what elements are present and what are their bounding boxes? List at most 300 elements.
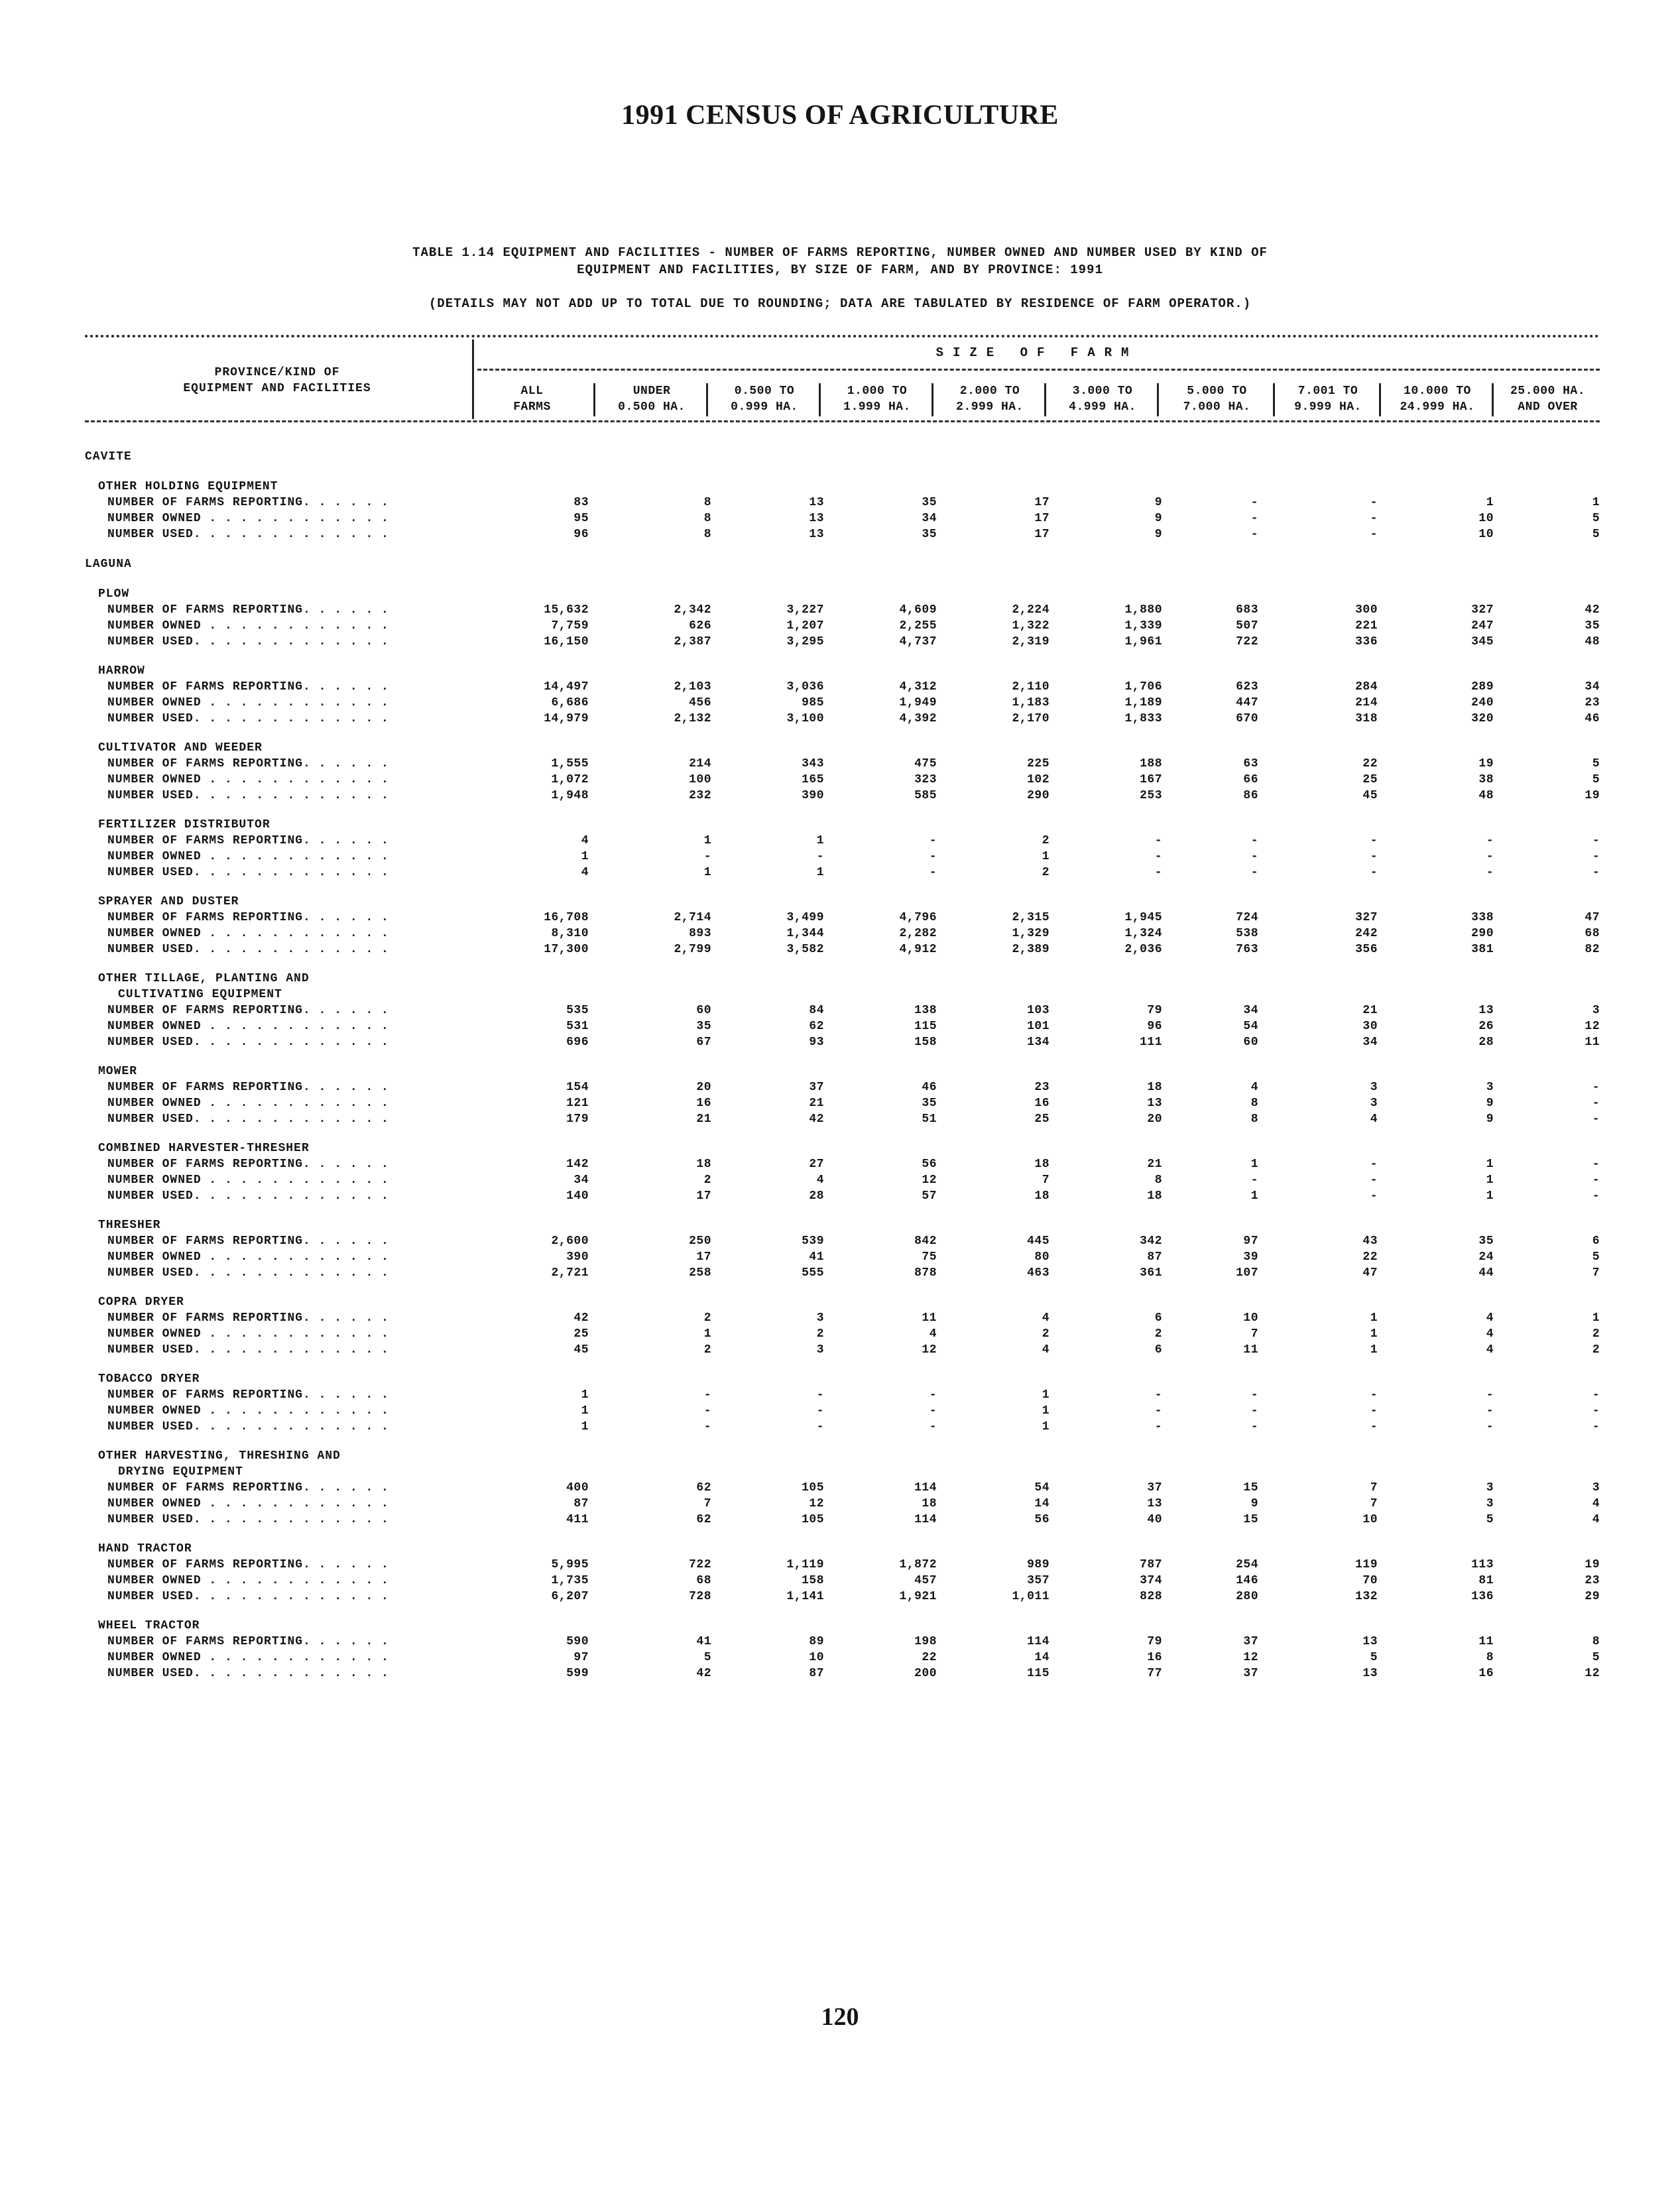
- row-label: NUMBER USED. . . . . . . . . . . . .: [107, 789, 389, 802]
- table-cell: 165: [802, 773, 824, 786]
- table-cell: 4,312: [899, 680, 937, 694]
- table-cell: -: [1486, 834, 1494, 847]
- top-rule: [85, 335, 1600, 337]
- table-row: [85, 1480, 1600, 1496]
- table-cell: 447: [1236, 696, 1258, 709]
- table-cell: 15: [1243, 1513, 1258, 1526]
- table-cell: 200: [914, 1667, 937, 1680]
- table-cell: 1,183: [1012, 696, 1050, 709]
- table-row: [85, 1419, 1600, 1435]
- table-cell: 2,255: [899, 619, 937, 633]
- column-header: [593, 383, 708, 416]
- table-cell: 11: [1585, 1036, 1600, 1049]
- column-header: [706, 383, 821, 416]
- table-cell: 985: [802, 696, 824, 709]
- table-cell: 253: [1140, 789, 1162, 802]
- table-cell: 87: [1147, 1250, 1162, 1264]
- table-cell: 1,072: [551, 773, 589, 786]
- table-cell: 1: [703, 834, 711, 847]
- table-cell: -: [1250, 1388, 1258, 1402]
- table-cell: 4,737: [899, 635, 937, 648]
- table-cell: 12: [809, 1497, 824, 1510]
- row-label: NUMBER USED. . . . . . . . . . . . .: [107, 1343, 389, 1357]
- table-cell: 3: [816, 1311, 824, 1325]
- table-cell: 46: [1585, 712, 1600, 725]
- table-cell: 336: [1355, 635, 1378, 648]
- table-cell: 507: [1236, 619, 1258, 633]
- table-cell: 4: [1486, 1311, 1494, 1325]
- table-cell: 1,833: [1124, 712, 1162, 725]
- category-name: THRESHER: [98, 1219, 161, 1232]
- table-cell: 4: [1592, 1513, 1600, 1526]
- table-row: [85, 1018, 1600, 1034]
- table-cell: 5: [1370, 1651, 1378, 1664]
- row-label: NUMBER OWNED . . . . . . . . . . . .: [107, 773, 389, 786]
- table-cell: -: [929, 1404, 937, 1418]
- table-cell: 158: [914, 1036, 937, 1049]
- table-cell: 5: [1592, 757, 1600, 770]
- table-cell: 989: [1027, 1558, 1050, 1571]
- table-cell: 146: [1236, 1574, 1258, 1587]
- row-label: NUMBER OF FARMS REPORTING. . . . . .: [107, 1311, 389, 1325]
- row-label: NUMBER OWNED . . . . . . . . . . . .: [107, 1497, 389, 1510]
- table-row: [85, 1589, 1600, 1605]
- table-cell: -: [703, 1388, 711, 1402]
- table-cell: -: [1370, 512, 1378, 525]
- table-cell: 240: [1471, 696, 1494, 709]
- table-title-line-2: EQUIPMENT AND FACILITIES, BY SIZE OF FARM, AND BY PROVINCE: 1991: [577, 263, 1103, 277]
- table-cell: 119: [1355, 1558, 1378, 1571]
- table-cell: 3,295: [786, 635, 824, 648]
- table-cell: 20: [1147, 1113, 1162, 1126]
- table-cell: 51: [922, 1113, 937, 1126]
- table-cell: 97: [573, 1651, 589, 1664]
- table-cell: 22: [922, 1651, 937, 1664]
- table-row: [85, 1249, 1600, 1265]
- table-cell: 34: [1585, 680, 1600, 694]
- table-cell: -: [703, 1420, 711, 1433]
- table-cell: 20: [696, 1081, 711, 1094]
- table-cell: -: [1370, 1189, 1378, 1203]
- table-cell: 39: [1243, 1250, 1258, 1264]
- table-cell: 1,555: [551, 757, 589, 770]
- equipment-category: [85, 1064, 1600, 1127]
- category-name: COMBINED HARVESTER-THRESHER: [98, 1142, 310, 1155]
- table-cell: 111: [1140, 1036, 1162, 1049]
- row-label: NUMBER USED. . . . . . . . . . . . .: [107, 712, 389, 725]
- table-cell: 242: [1355, 927, 1378, 940]
- table-cell: -: [929, 1420, 937, 1433]
- table-cell: 728: [689, 1590, 711, 1603]
- table-cell: -: [1370, 1388, 1378, 1402]
- column-header: [477, 383, 587, 416]
- table-cell: -: [1250, 528, 1258, 541]
- row-label: NUMBER USED. . . . . . . . . . . . .: [107, 528, 389, 541]
- table-cell: -: [1250, 866, 1258, 879]
- table-cell: -: [1592, 1097, 1600, 1110]
- table-cell: -: [1486, 1388, 1494, 1402]
- table-cell: 722: [689, 1558, 711, 1571]
- table-cell: 40: [1147, 1513, 1162, 1526]
- table-cell: 722: [1236, 635, 1258, 648]
- table-cell: 114: [914, 1481, 937, 1494]
- table-cell: 26: [1478, 1020, 1494, 1033]
- row-label: NUMBER USED. . . . . . . . . . . . .: [107, 866, 389, 879]
- table-cell: -: [1592, 1081, 1600, 1094]
- table-cell: 2,103: [674, 680, 711, 694]
- table-cell: -: [1370, 1174, 1378, 1187]
- table-cell: 136: [1471, 1590, 1494, 1603]
- table-cell: 585: [914, 789, 937, 802]
- table-cell: 343: [802, 757, 824, 770]
- column-header: [931, 383, 1046, 416]
- table-cell: 113: [1471, 1558, 1494, 1571]
- table-cell: 1,141: [786, 1590, 824, 1603]
- table-cell: 45: [573, 1343, 589, 1357]
- table-cell: 1: [1370, 1327, 1378, 1341]
- table-cell: 4: [1486, 1327, 1494, 1341]
- table-cell: 599: [566, 1667, 589, 1680]
- table-cell: 338: [1471, 911, 1494, 924]
- table-cell: 121: [566, 1097, 589, 1110]
- table-cell: 60: [696, 1004, 711, 1017]
- table-row: [85, 865, 1600, 881]
- row-header: [85, 365, 469, 396]
- row-label: NUMBER OF FARMS REPORTING. . . . . .: [107, 911, 389, 924]
- table-cell: 10: [1478, 528, 1494, 541]
- column-header-line-1: 10.000 TO: [1404, 385, 1471, 398]
- equipment-category: [85, 586, 1600, 650]
- table-cell: 683: [1236, 603, 1258, 617]
- table-cell: 5: [703, 1651, 711, 1664]
- table-cell: 16: [1478, 1667, 1494, 1680]
- table-cell: 623: [1236, 680, 1258, 694]
- table-cell: 114: [1027, 1635, 1050, 1648]
- table-cell: 214: [1355, 696, 1378, 709]
- table-cell: 1: [1592, 496, 1600, 509]
- table-cell: 14: [1034, 1651, 1050, 1664]
- table-cell: 5: [1592, 773, 1600, 786]
- row-label: NUMBER USED. . . . . . . . . . . . .: [107, 943, 389, 956]
- table-cell: 21: [809, 1097, 824, 1110]
- table-cell: 390: [802, 789, 824, 802]
- table-cell: 35: [1585, 619, 1600, 633]
- table-cell: -: [1250, 1174, 1258, 1187]
- table-note: (DETAILS MAY NOT ADD UP TO TOTAL DUE TO ROUNDING; DATA ARE TABULATED BY RESIDENCE OF FARM OPERATOR.): [428, 296, 1252, 311]
- table-cell: 327: [1471, 603, 1494, 617]
- table-cell: 11: [1478, 1635, 1494, 1648]
- table-cell: 3: [1486, 1481, 1494, 1494]
- table-cell: 15,632: [544, 603, 589, 617]
- table-cell: 47: [1585, 911, 1600, 924]
- size-of-farm-header: SIZE OF FARM: [935, 345, 1138, 360]
- table-cell: 1: [1486, 496, 1494, 509]
- table-cell: 284: [1355, 680, 1378, 694]
- equipment-category: [85, 740, 1600, 804]
- table-cell: 531: [566, 1020, 589, 1033]
- row-label: NUMBER OWNED . . . . . . . . . . . .: [107, 1404, 389, 1418]
- table-row: [85, 618, 1600, 634]
- table-row: [85, 1557, 1600, 1573]
- table-cell: 9: [1250, 1497, 1258, 1510]
- table-cell: -: [1370, 1404, 1378, 1418]
- table-cell: -: [1592, 1158, 1600, 1171]
- table-cell: -: [816, 1404, 824, 1418]
- equipment-category: [85, 1541, 1600, 1605]
- table-cell: 66: [1243, 773, 1258, 786]
- table-cell: 2: [703, 1174, 711, 1187]
- table-cell: 56: [1034, 1513, 1050, 1526]
- table-cell: -: [1592, 850, 1600, 863]
- row-header-line-1: PROVINCE/KIND OF: [214, 366, 340, 379]
- table-cell: 6,207: [551, 1590, 589, 1603]
- table-cell: 79: [1147, 1635, 1162, 1648]
- table-cell: 19: [1585, 789, 1600, 802]
- row-label: NUMBER OWNED . . . . . . . . . . . .: [107, 1174, 389, 1187]
- table-row: [85, 526, 1600, 542]
- table-row: [85, 1573, 1600, 1589]
- category-name: OTHER HOLDING EQUIPMENT: [98, 480, 278, 493]
- table-cell: 115: [914, 1020, 937, 1033]
- table-cell: -: [1370, 1420, 1378, 1433]
- table-cell: 9: [1154, 496, 1162, 509]
- table-cell: 4: [1042, 1311, 1050, 1325]
- table-row: [85, 1512, 1600, 1528]
- column-header-line-1: 7.001 TO: [1297, 385, 1358, 398]
- table-cell: 290: [1027, 789, 1050, 802]
- table-cell: 828: [1140, 1590, 1162, 1603]
- table-cell: 14,497: [544, 680, 589, 694]
- table-cell: 1: [581, 1404, 589, 1418]
- row-label: NUMBER OF FARMS REPORTING. . . . . .: [107, 757, 389, 770]
- table-row: [85, 926, 1600, 942]
- table-cell: 475: [914, 757, 937, 770]
- table-cell: 7: [1592, 1266, 1600, 1280]
- table-cell: 42: [696, 1667, 711, 1680]
- table-cell: 28: [1478, 1036, 1494, 1049]
- table-cell: 878: [914, 1266, 937, 1280]
- table-cell: -: [1154, 1388, 1162, 1402]
- table-cell: 7: [703, 1497, 711, 1510]
- table-cell: 1: [1042, 1388, 1050, 1402]
- table-cell: 318: [1355, 712, 1378, 725]
- table-cell: 323: [914, 773, 937, 786]
- table-cell: 2,389: [1012, 943, 1050, 956]
- table-cell: 5: [1486, 1513, 1494, 1526]
- table-cell: -: [1486, 850, 1494, 863]
- table-cell: 696: [566, 1036, 589, 1049]
- column-header: [1379, 383, 1494, 416]
- table-cell: -: [1592, 1388, 1600, 1402]
- table-cell: 8: [703, 528, 711, 541]
- table-cell: -: [1154, 1404, 1162, 1418]
- table-cell: -: [1370, 866, 1378, 879]
- table-cell: 1,339: [1124, 619, 1162, 633]
- table-cell: 7: [1042, 1174, 1050, 1187]
- table-cell: 5: [1592, 1250, 1600, 1264]
- table-cell: 35: [922, 496, 937, 509]
- equipment-category: [85, 1294, 1600, 1358]
- table-cell: 96: [573, 528, 589, 541]
- table-cell: 114: [914, 1513, 937, 1526]
- row-header-line-2: EQUIPMENT AND FACILITIES: [183, 382, 371, 395]
- table-row: [85, 1666, 1600, 1681]
- table-cell: 3,582: [786, 943, 824, 956]
- table-cell: 445: [1027, 1235, 1050, 1248]
- row-label: NUMBER OF FARMS REPORTING. . . . . .: [107, 834, 389, 847]
- table-cell: 3: [1486, 1497, 1494, 1510]
- table-cell: 68: [1585, 927, 1600, 940]
- table-cell: 2: [1042, 866, 1050, 879]
- table-cell: 2,110: [1012, 680, 1050, 694]
- table-body: [85, 448, 1600, 1681]
- header-bottom-rule: [85, 420, 1600, 422]
- table-cell: 13: [1147, 1097, 1162, 1110]
- table-cell: 2: [1592, 1343, 1600, 1357]
- category-name: DRYING EQUIPMENT: [118, 1465, 243, 1479]
- table-cell: 1,735: [551, 1574, 589, 1587]
- table-row: [85, 910, 1600, 926]
- table-cell: -: [929, 866, 937, 879]
- table-cell: 100: [689, 773, 711, 786]
- table-cell: -: [929, 850, 937, 863]
- row-label: NUMBER OWNED . . . . . . . . . . . .: [107, 1097, 389, 1110]
- column-header-line-2: AND OVER: [1518, 400, 1578, 414]
- table-cell: 7: [1370, 1497, 1378, 1510]
- table-cell: 2: [816, 1327, 824, 1341]
- table-cell: 87: [573, 1497, 589, 1510]
- table-cell: 4,609: [899, 603, 937, 617]
- table-cell: 381: [1471, 943, 1494, 956]
- row-label: NUMBER OF FARMS REPORTING. . . . . .: [107, 680, 389, 694]
- column-header-line-1: 5.000 TO: [1187, 385, 1247, 398]
- row-label: NUMBER OF FARMS REPORTING. . . . . .: [107, 496, 389, 509]
- table-cell: 21: [1147, 1158, 1162, 1171]
- row-label: NUMBER OF FARMS REPORTING. . . . . .: [107, 1481, 389, 1494]
- table-row: [85, 495, 1600, 511]
- table-cell: 290: [1471, 927, 1494, 940]
- table-cell: 17: [696, 1250, 711, 1264]
- table-cell: 842: [914, 1235, 937, 1248]
- column-header-line-1: ALL: [520, 385, 544, 398]
- table-cell: 17: [1034, 528, 1050, 541]
- table-cell: 105: [802, 1481, 824, 1494]
- table-row: [85, 1650, 1600, 1666]
- table-cell: 724: [1236, 911, 1258, 924]
- table-cell: 43: [1362, 1235, 1378, 1248]
- row-label: NUMBER OF FARMS REPORTING. . . . . .: [107, 1158, 389, 1171]
- table-cell: 134: [1027, 1036, 1050, 1049]
- table-cell: 4: [1042, 1343, 1050, 1357]
- table-cell: 83: [573, 496, 589, 509]
- table-cell: 30: [1362, 1020, 1378, 1033]
- table-cell: 2: [703, 1311, 711, 1325]
- table-cell: 2: [703, 1343, 711, 1357]
- column-header-line-2: 7.000 HA.: [1183, 400, 1251, 414]
- table-cell: 5: [1592, 1651, 1600, 1664]
- table-cell: 42: [573, 1311, 589, 1325]
- table-row: [85, 833, 1600, 849]
- table-cell: 107: [1236, 1266, 1258, 1280]
- table-cell: 8: [1486, 1651, 1494, 1664]
- table-cell: 2,600: [551, 1235, 589, 1248]
- table-cell: 132: [1355, 1590, 1378, 1603]
- page-number: 120: [821, 2003, 859, 2031]
- table-cell: 3,036: [786, 680, 824, 694]
- table-cell: 62: [696, 1481, 711, 1494]
- table-row: [85, 1496, 1600, 1512]
- row-label: NUMBER USED. . . . . . . . . . . . .: [107, 1189, 389, 1203]
- table-cell: -: [1370, 834, 1378, 847]
- table-cell: 12: [922, 1343, 937, 1357]
- table-cell: 23: [1585, 1574, 1600, 1587]
- column-header-line-2: 9.999 HA.: [1294, 400, 1362, 414]
- table-cell: 3,227: [786, 603, 824, 617]
- table-cell: 9: [1486, 1113, 1494, 1126]
- table-cell: -: [929, 834, 937, 847]
- table-cell: 247: [1471, 619, 1494, 633]
- table-cell: 96: [1147, 1020, 1162, 1033]
- table-cell: 9: [1154, 528, 1162, 541]
- column-header-line-2: 0.500 HA.: [618, 400, 686, 414]
- table-cell: 19: [1585, 1558, 1600, 1571]
- column-header-line-1: 1.000 TO: [847, 385, 908, 398]
- table-cell: 258: [689, 1266, 711, 1280]
- table-cell: 34: [1243, 1004, 1258, 1017]
- table-cell: 19: [1478, 757, 1494, 770]
- table-row: [85, 1095, 1600, 1111]
- table-row: [85, 942, 1600, 957]
- table-cell: -: [1250, 496, 1258, 509]
- table-cell: 81: [1478, 1574, 1494, 1587]
- table-cell: 2,282: [899, 927, 937, 940]
- table-cell: -: [1154, 850, 1162, 863]
- table-cell: 1: [816, 834, 824, 847]
- table-cell: 327: [1355, 911, 1378, 924]
- table-cell: 13: [809, 512, 824, 525]
- table-cell: 8: [703, 496, 711, 509]
- table-cell: 62: [809, 1020, 824, 1033]
- table-row: [85, 634, 1600, 650]
- category-name: OTHER TILLAGE, PLANTING AND: [98, 972, 310, 985]
- table-cell: 7: [1250, 1327, 1258, 1341]
- category-name: OTHER HARVESTING, THRESHING AND: [98, 1449, 341, 1463]
- table-cell: 29: [1585, 1590, 1600, 1603]
- table-cell: 41: [696, 1635, 711, 1648]
- table-cell: 87: [809, 1667, 824, 1680]
- table-cell: 86: [1243, 789, 1258, 802]
- table-cell: 1,948: [551, 789, 589, 802]
- table-cell: 5: [1592, 512, 1600, 525]
- row-label: NUMBER OWNED . . . . . . . . . . . .: [107, 619, 389, 633]
- table-cell: 4: [1370, 1113, 1378, 1126]
- table-cell: 167: [1140, 773, 1162, 786]
- table-cell: -: [1592, 1404, 1600, 1418]
- table-cell: 13: [809, 528, 824, 541]
- column-header-line-2: 24.999 HA.: [1400, 400, 1475, 414]
- row-label: NUMBER USED. . . . . . . . . . . . .: [107, 1420, 389, 1433]
- table-cell: 232: [689, 789, 711, 802]
- table-cell: 8: [1592, 1635, 1600, 1648]
- table-cell: 142: [566, 1158, 589, 1171]
- table-cell: 10: [1478, 512, 1494, 525]
- table-cell: -: [1592, 1189, 1600, 1203]
- table-row: [85, 679, 1600, 695]
- table-cell: 105: [802, 1513, 824, 1526]
- table-cell: 12: [1243, 1651, 1258, 1664]
- table-cell: 1,872: [899, 1558, 937, 1571]
- table-cell: 361: [1140, 1266, 1162, 1280]
